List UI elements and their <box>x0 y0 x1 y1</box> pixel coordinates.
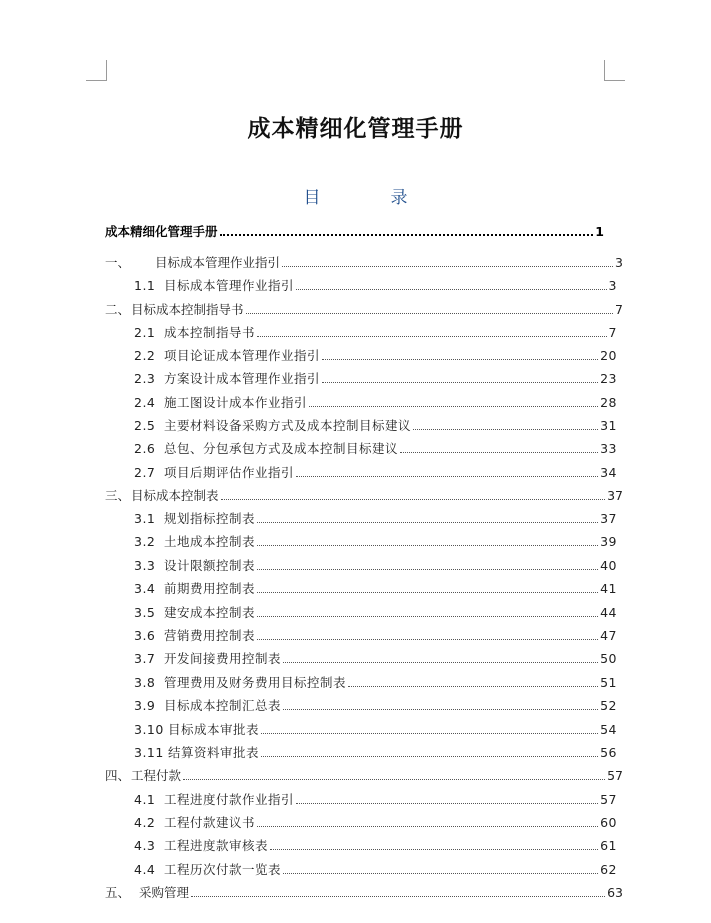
toc-entry-number: 3.5 <box>134 605 156 620</box>
toc-entry-number: 3.10 <box>134 722 164 737</box>
toc-entry-title: 管理费用及财务费用目标控制表 <box>164 675 347 690</box>
toc-entry-number: 2.5 <box>134 418 156 433</box>
toc-entry-page-number: 47 <box>600 628 617 643</box>
toc-entry-number: 3.11 <box>134 745 164 760</box>
toc-entry[interactable] <box>134 650 617 668</box>
toc-entry-number: 3.4 <box>134 581 156 596</box>
toc-entry-number: 4.1 <box>134 792 156 807</box>
toc-entry[interactable] <box>105 884 623 902</box>
toc-entry-title: 营销费用控制表 <box>164 628 256 643</box>
toc-dot-leader <box>220 234 594 236</box>
toc-entry[interactable] <box>134 533 617 551</box>
toc-entry-page-number: 20 <box>600 348 617 363</box>
toc-entry[interactable] <box>134 814 617 832</box>
toc-entry-number: 3.2 <box>134 534 156 549</box>
toc-dot-leader <box>413 429 598 430</box>
toc-entry-page-number: 7 <box>608 325 617 340</box>
toc-entry[interactable] <box>134 674 617 692</box>
toc-dot-leader <box>261 756 598 757</box>
toc-entry-number: 4.3 <box>134 838 156 853</box>
toc-entry-page-number: 37 <box>600 511 617 526</box>
toc-dot-leader <box>283 662 598 663</box>
toc-entry-number: 2.7 <box>134 465 156 480</box>
toc-entry-title: 土地成本控制表 <box>164 534 256 549</box>
toc-entry-page-number: 37 <box>607 488 623 503</box>
toc-entry[interactable] <box>134 417 617 435</box>
toc-entry-title: 工程付款建议书 <box>164 815 256 830</box>
toc-entry-number: 2.1 <box>134 325 156 340</box>
toc-entry[interactable] <box>134 791 617 809</box>
toc-dot-leader <box>257 545 598 546</box>
toc-entry-page-number: 57 <box>600 792 617 807</box>
toc-dot-leader <box>309 406 598 407</box>
toc-entry[interactable] <box>105 223 604 241</box>
toc-entry[interactable] <box>134 627 617 645</box>
toc-dot-leader <box>257 616 598 617</box>
toc-entry-page-number: 44 <box>600 605 617 620</box>
toc-dot-leader <box>282 266 613 267</box>
toc-entry-number: 1.1 <box>134 278 156 293</box>
toc-entry-number: 一、 <box>105 255 131 270</box>
toc-entry-page-number: 61 <box>600 838 617 853</box>
toc-entry-number: 五、 <box>105 885 131 900</box>
toc-entry-title: 工程付款 <box>131 768 182 783</box>
toc-dot-leader <box>296 289 607 290</box>
toc-entry-page-number: 3 <box>608 278 617 293</box>
toc-entry-title: 总包、分包承包方式及成本控制目标建议 <box>164 441 399 456</box>
toc-dot-leader <box>322 359 598 360</box>
toc-entry[interactable] <box>105 487 623 505</box>
toc-dot-leader <box>296 476 598 477</box>
toc-entry[interactable] <box>134 347 617 365</box>
toc-entry-number: 3.3 <box>134 558 156 573</box>
toc-entry-number: 3.8 <box>134 675 156 690</box>
toc-entry[interactable] <box>134 721 617 739</box>
toc-entry-page-number: 40 <box>600 558 617 573</box>
toc-entry[interactable] <box>134 697 617 715</box>
toc-dot-leader <box>400 452 598 453</box>
toc-dot-leader <box>270 849 598 850</box>
toc-entry-page-number: 60 <box>600 815 617 830</box>
toc-entry[interactable] <box>134 557 617 575</box>
toc-entry-page-number: 28 <box>600 395 617 410</box>
toc-dot-leader <box>296 803 598 804</box>
toc-entry[interactable] <box>134 837 617 855</box>
toc-entry-title: 施工图设计成本作业指引 <box>164 395 308 410</box>
toc-entry[interactable] <box>134 394 617 412</box>
toc-heading-char-2: 录 <box>390 188 408 208</box>
toc-entry[interactable] <box>105 254 623 272</box>
toc-entry-page-number: 50 <box>600 651 617 666</box>
toc-entry-title: 目标成本控制汇总表 <box>164 698 282 713</box>
toc-entry[interactable] <box>134 604 617 622</box>
toc-entry-title: 结算资料审批表 <box>168 745 260 760</box>
toc-entry-page-number: 41 <box>600 581 617 596</box>
toc-dot-leader <box>257 569 598 570</box>
toc-entry[interactable] <box>134 440 617 458</box>
toc-heading-char-1: 目 <box>303 188 321 208</box>
toc-dot-leader <box>191 896 605 897</box>
toc-entry-page-number: 52 <box>600 698 617 713</box>
toc-entry-page-number: 62 <box>600 862 617 877</box>
toc-entry[interactable] <box>134 464 617 482</box>
toc-entry-page-number: 23 <box>600 371 617 386</box>
toc-entry[interactable] <box>134 277 617 295</box>
toc-entry-title: 设计限额控制表 <box>164 558 256 573</box>
toc-entry-title: 采购管理 <box>139 885 190 900</box>
toc-entry-number: 3.7 <box>134 651 156 666</box>
toc-entry-page-number: 63 <box>607 885 623 900</box>
toc-entry-page-number: 7 <box>615 302 623 317</box>
document-title: 成本精细化管理手册 <box>247 115 464 142</box>
toc-dot-leader <box>183 779 605 780</box>
toc-entry-title: 目标成本控制指导书 <box>131 302 244 317</box>
toc-entry-title: 目标成本管理作业指引 <box>155 255 281 270</box>
toc-dot-leader <box>322 382 598 383</box>
toc-entry[interactable] <box>134 580 617 598</box>
toc-entry-page-number: 33 <box>600 441 617 456</box>
toc-dot-leader <box>283 873 598 874</box>
toc-entry-title: 开发间接费用控制表 <box>164 651 282 666</box>
toc-dot-leader <box>221 499 606 500</box>
toc-dot-leader <box>257 336 607 337</box>
toc-entry-title: 目标成本管理作业指引 <box>164 278 295 293</box>
toc-entry-title: 工程进度付款作业指引 <box>164 792 295 807</box>
toc-dot-leader <box>257 522 598 523</box>
toc-dot-leader <box>257 826 598 827</box>
toc-entry-title: 建安成本控制表 <box>164 605 256 620</box>
toc-entry-number: 3.6 <box>134 628 156 643</box>
toc-entry-number: 2.6 <box>134 441 156 456</box>
toc-dot-leader <box>257 639 598 640</box>
toc-dot-leader <box>261 733 598 734</box>
toc-entry-page-number: 3 <box>615 255 623 270</box>
toc-entry-page-number: 51 <box>600 675 617 690</box>
toc-entry-title: 目标成本审批表 <box>168 722 260 737</box>
toc-entry[interactable] <box>105 301 623 319</box>
toc-entry[interactable] <box>134 510 617 528</box>
toc-entry-number: 4.2 <box>134 815 156 830</box>
toc-entry-page-number: 56 <box>600 745 617 760</box>
toc-entry-title: 成本控制指导书 <box>164 325 256 340</box>
toc-entry[interactable] <box>105 767 623 785</box>
toc-dot-leader <box>257 592 598 593</box>
toc-entry-title: 目标成本控制表 <box>131 488 219 503</box>
toc-entry[interactable] <box>134 370 617 388</box>
toc-entry-number: 三、 <box>105 488 131 503</box>
toc-entry-number: 2.4 <box>134 395 156 410</box>
toc-entry-page-number: 1 <box>595 224 604 239</box>
toc-entry-title: 方案设计成本管理作业指引 <box>164 371 321 386</box>
toc-entry[interactable] <box>134 744 617 762</box>
toc-entry-title: 项目论证成本管理作业指引 <box>164 348 321 363</box>
toc-entry-number: 3.1 <box>134 511 156 526</box>
toc-dot-leader <box>348 686 598 687</box>
toc-entry-title: 规划指标控制表 <box>164 511 256 526</box>
toc-entry-page-number: 34 <box>600 465 617 480</box>
toc-entry-number: 四、 <box>105 768 131 783</box>
toc-entry-number: 3.9 <box>134 698 156 713</box>
toc-entry-page-number: 39 <box>600 534 617 549</box>
toc-entry-number: 2.2 <box>134 348 156 363</box>
toc-entry-page-number: 57 <box>607 768 623 783</box>
toc-entry-number: 二、 <box>105 302 131 317</box>
toc-entry-title: 成本精细化管理手册 <box>105 224 218 239</box>
toc-dot-leader <box>246 313 614 314</box>
toc-entry-title: 项目后期评估作业指引 <box>164 465 295 480</box>
toc-entry-title: 前期费用控制表 <box>164 581 256 596</box>
toc-entry-title: 主要材料设备采购方式及成本控制目标建议 <box>164 418 412 433</box>
toc-entry-number: 4.4 <box>134 862 156 877</box>
toc-entry[interactable] <box>134 324 617 342</box>
toc-entry-title: 工程历次付款一览表 <box>164 862 282 877</box>
toc-entry-title: 工程进度款审核表 <box>164 838 269 853</box>
toc-entry-page-number: 54 <box>600 722 617 737</box>
toc-entry-number: 2.3 <box>134 371 156 386</box>
toc-entry-page-number: 31 <box>600 418 617 433</box>
toc-entry[interactable] <box>134 861 617 879</box>
toc-dot-leader <box>283 709 598 710</box>
